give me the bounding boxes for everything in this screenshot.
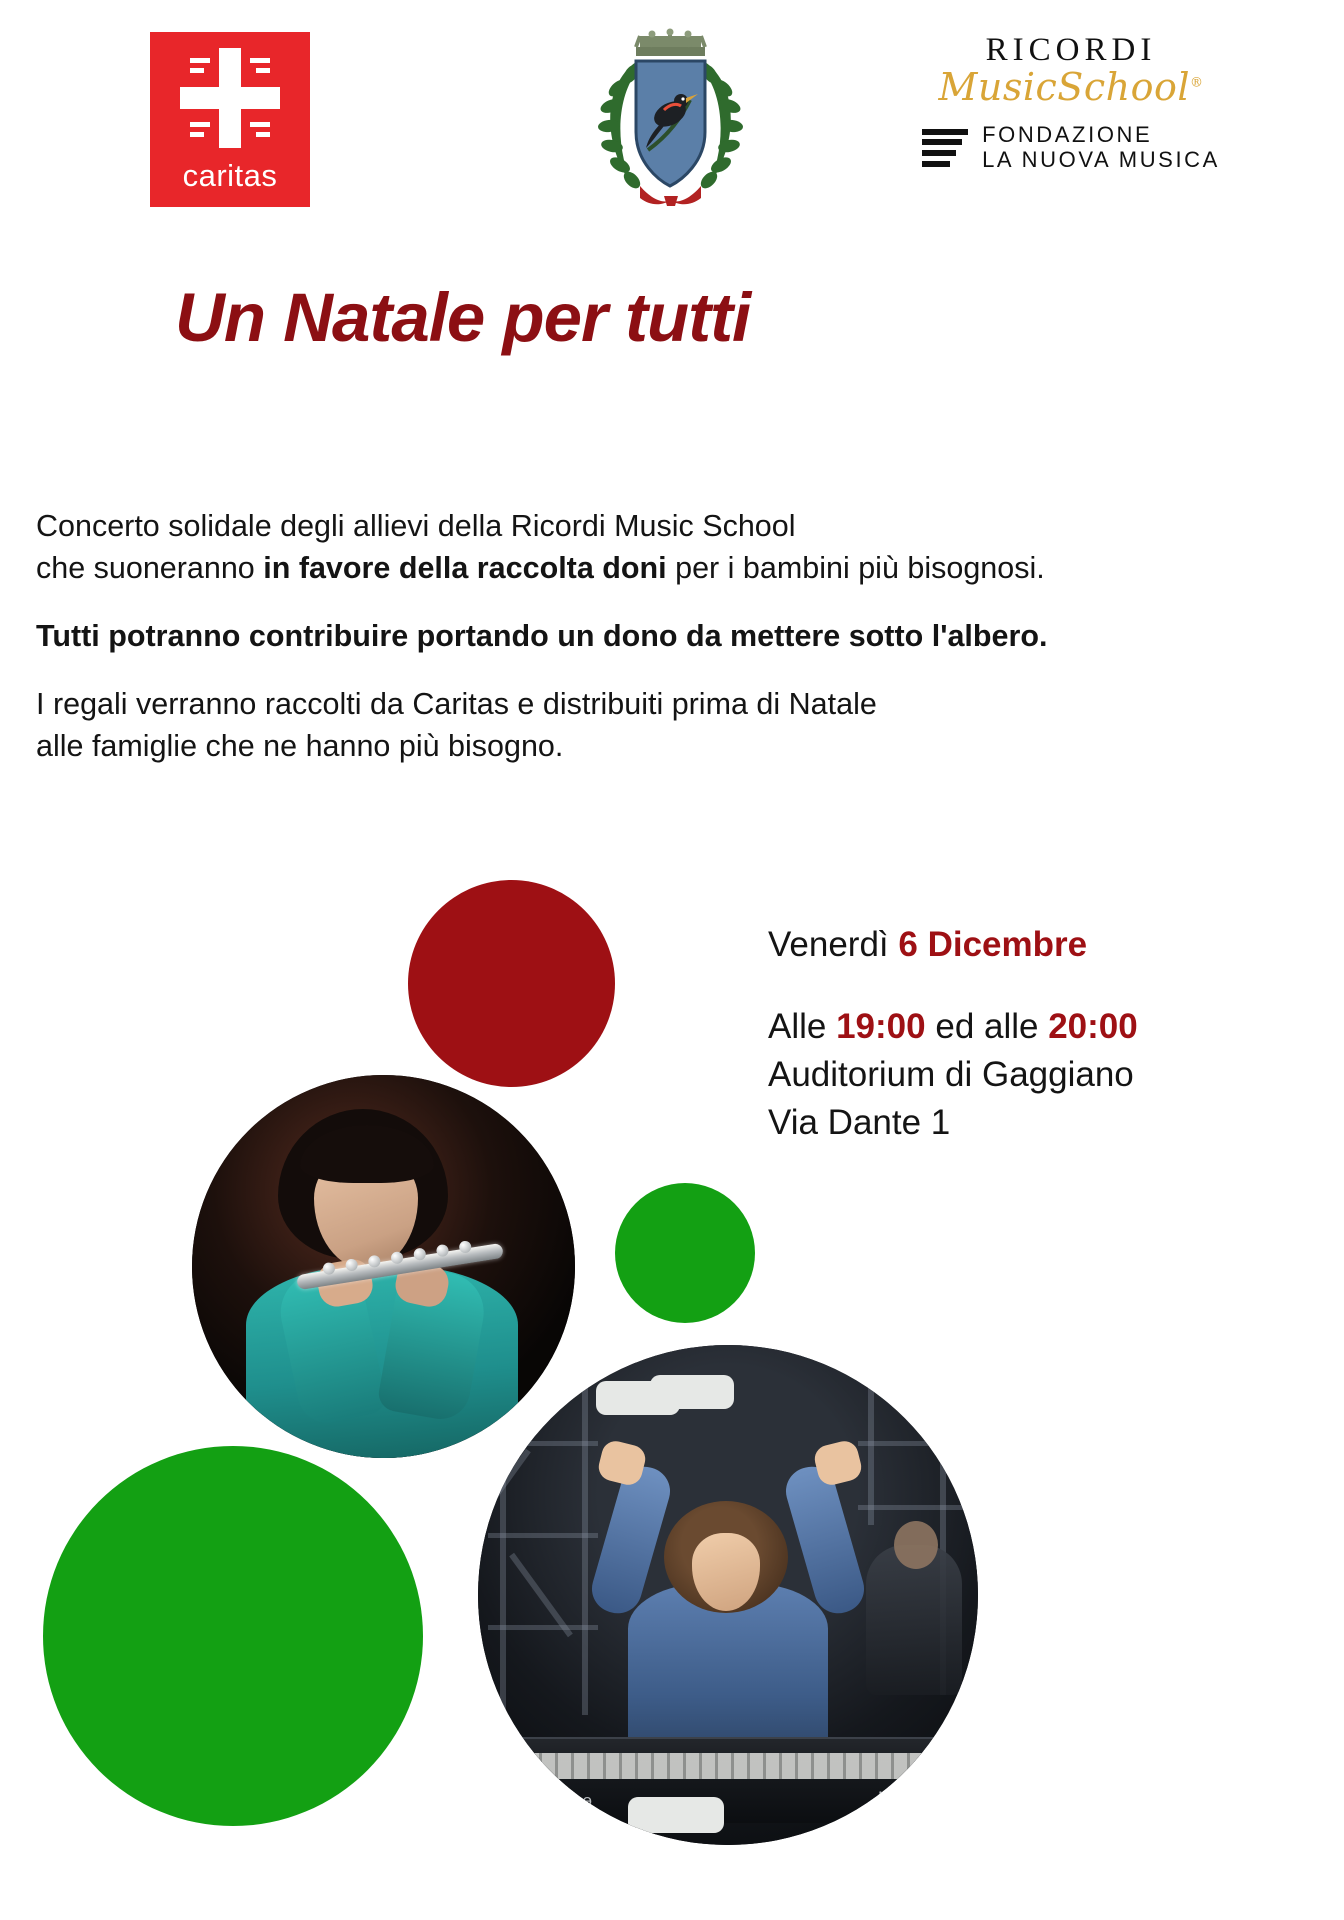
- municipal-coat-of-arms-icon: [578, 28, 763, 223]
- event-time-first: 19:00: [836, 1007, 926, 1046]
- time-mid: ed alle: [925, 1007, 1049, 1046]
- p1-post: per i bambini più bisognosi.: [666, 551, 1045, 586]
- ricordi-music-school-logo: [906, 32, 1236, 172]
- music-school-script-text: MusicSchool: [938, 65, 1191, 109]
- event-venue: Auditorium di Gaggiano: [768, 1055, 1134, 1094]
- fondazione-line-2: LA NUOVA MUSICA: [982, 146, 1220, 172]
- event-day-prefix: Venerdì: [768, 925, 899, 964]
- registered-mark: ®: [1190, 75, 1204, 91]
- paragraph-2: [36, 615, 1056, 657]
- keyboard-brand-label: Roland: [877, 1789, 950, 1812]
- page-title: Un Natale per tutti: [175, 279, 751, 356]
- event-address: Via Dante 1: [768, 1103, 951, 1142]
- fondazione-text: [982, 123, 1220, 172]
- caritas-label: caritas: [182, 158, 278, 193]
- decorative-circle-red: [408, 880, 615, 1087]
- paragraph-3-line-1: I regali verranno raccolti da Caritas e distribuiti prima di Natale: [36, 687, 877, 722]
- ricordi-wordmark: RICORDI: [985, 32, 1157, 68]
- paragraph-3-line-2: alle famiglie che ne hanno più bisogno.: [36, 729, 564, 764]
- time-prefix: Alle: [768, 1007, 837, 1046]
- event-times-line: [768, 1007, 1288, 1047]
- decorative-circle-green-small: [615, 1183, 755, 1323]
- event-details: [768, 925, 1288, 1143]
- fondazione-bars-icon: [922, 129, 968, 167]
- caritas-logo: [150, 32, 310, 207]
- paragraph-1-line-2: [36, 547, 1056, 589]
- fondazione-line-1: FONDAZIONE: [982, 122, 1153, 147]
- logo-row: [0, 18, 1344, 233]
- caritas-cross-icon: [178, 46, 282, 150]
- music-school-script: [906, 65, 1236, 109]
- photo-girl-at-keyboard: [478, 1345, 978, 1845]
- decorative-circle-green-large: [43, 1446, 423, 1826]
- event-date-line: [768, 925, 1288, 965]
- body-copy: [36, 505, 1056, 767]
- event-date: 6 Dicembre: [898, 925, 1088, 964]
- p1-bold: in favore della raccolta doni: [263, 551, 667, 586]
- fondazione-block: [906, 123, 1236, 172]
- event-time-second: 20:00: [1048, 1007, 1138, 1046]
- paragraph-2-bold: Tutti potranno contribuire portando un dono da mettere sotto l'albero.: [36, 619, 1048, 654]
- paragraph-1-line-1: Concerto solidale degli allievi della Ricordi Music School: [36, 509, 796, 543]
- p1-pre: che suoneranno: [36, 551, 264, 586]
- keyboard-model-label: ep 880: [534, 1791, 592, 1810]
